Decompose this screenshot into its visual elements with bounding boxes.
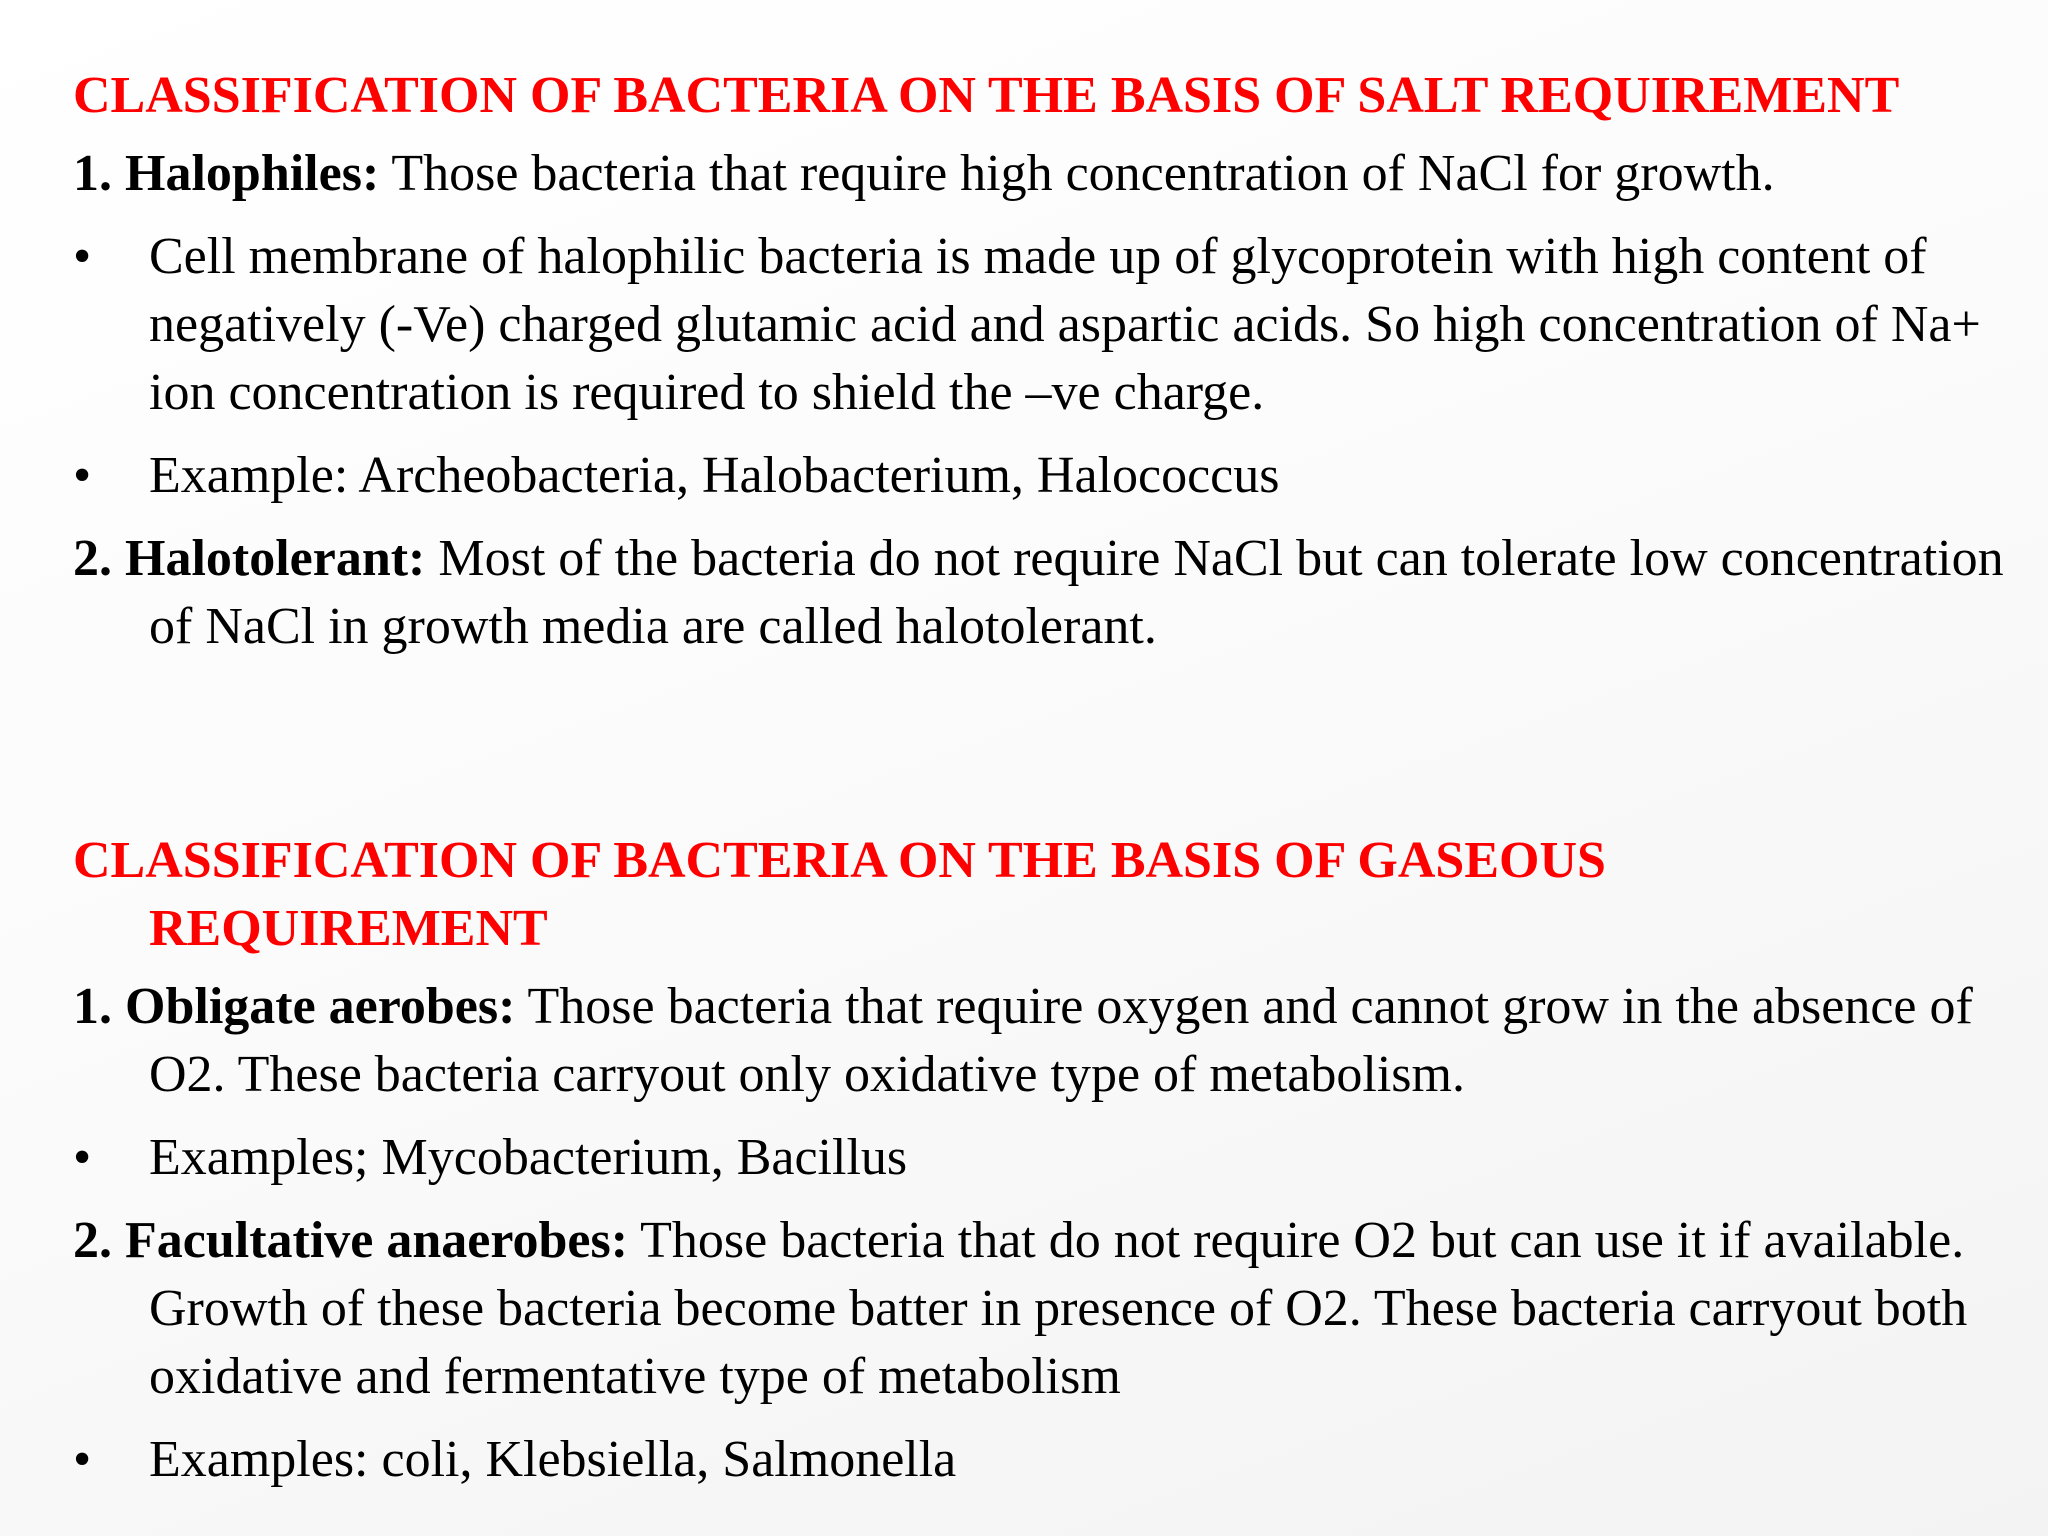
item-term: Halotolerant: — [125, 530, 426, 587]
bullet-icon: • — [73, 447, 92, 504]
gaseous-requirement-section — [73, 827, 2013, 1509]
obligate-aerobes-item — [73, 973, 2013, 1109]
section-heading: CLASSIFICATION OF BACTERIA ON THE BASIS OF SALT REQUIREMENT — [73, 67, 1900, 124]
bullet-text: Examples: coli, Klebsiella, Salmonella — [149, 1431, 957, 1488]
list-item — [73, 1426, 2013, 1494]
list-item — [73, 1124, 2013, 1192]
facultative-anaerobes-item — [73, 1207, 2013, 1411]
section-heading: CLASSIFICATION OF BACTERIA ON THE BASIS OF GASEOUS REQUIREMENT — [73, 832, 1606, 957]
item-term: Obligate aerobes: — [125, 978, 516, 1035]
bullet-text: Examples; Mycobacterium, Bacillus — [149, 1129, 908, 1186]
item-text: Those bacteria that do not require O2 but can use it if available. Growth of these bacteria become batter in presence of O2. These bacteria carryout both oxidative and fermentative type of metabolism — [149, 1212, 1968, 1405]
item-text: Those bacteria that require high concentration of NaCl for growth. — [391, 145, 1775, 202]
item-number: 1. — [73, 145, 112, 202]
bullet-text: Example: Archeobacteria, Halobacterium, Halococcus — [149, 447, 1280, 504]
halophiles-item — [73, 140, 2013, 208]
bullet-text: Cell membrane of halophilic bacteria is made up of glycoprotein with high content of negatively (-Ve) charged glutamic acid and aspartic acids. So high concentration of Na+ ion concentration is required to shield the –ve charge. — [149, 228, 1981, 421]
item-text: Most of the bacteria do not require NaCl but can tolerate low concentration of NaCl in growth media are called halotolerant. — [149, 530, 2004, 655]
list-item — [73, 223, 2013, 427]
bullet-icon: • — [73, 1431, 92, 1488]
bullet-icon: • — [73, 228, 92, 285]
list-item — [73, 442, 2013, 510]
item-text: Those bacteria that require oxygen and cannot grow in the absence of O2. These bacteria carryout only oxidative type of metabolism. — [149, 978, 1973, 1103]
item-term: Facultative anaerobes: — [125, 1212, 629, 1269]
item-number: 2. — [73, 1212, 112, 1269]
bullet-icon: • — [73, 1129, 92, 1186]
item-number: 2. — [73, 530, 112, 587]
item-number: 1. — [73, 978, 112, 1035]
halotolerant-item — [73, 525, 2013, 661]
salt-requirement-section — [73, 62, 2013, 676]
item-term: Halophiles: — [125, 145, 380, 202]
